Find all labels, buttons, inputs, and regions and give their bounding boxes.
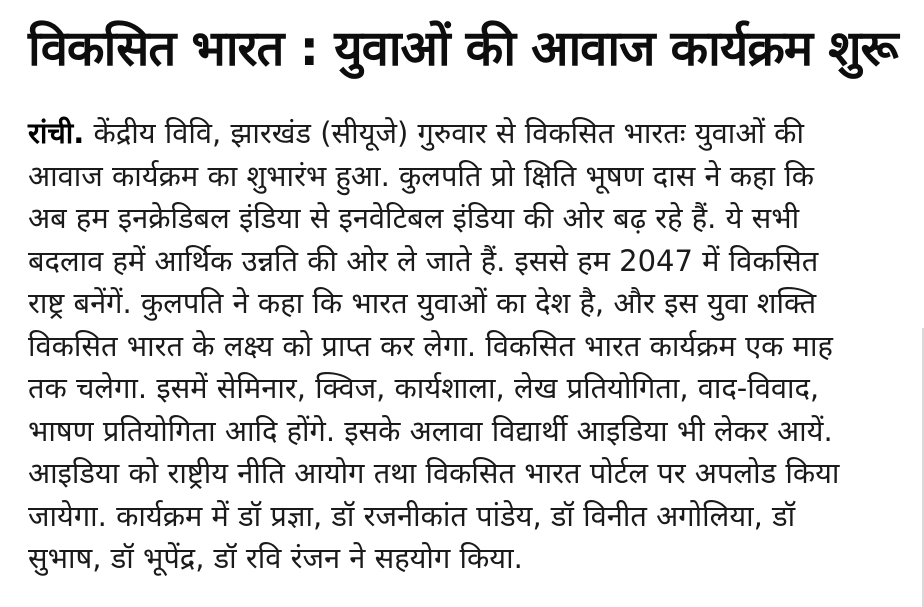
article-body	[28, 112, 898, 580]
article-line-text: केंद्रीय विवि, झारखंड (सीयूजे) गुरुवार से विकसित भारतः युवाओं की	[84, 116, 804, 150]
article-line-11: सुभाष, डॉ भूपेंद्र, डॉ रवि रंजन ने सहयोग किया.	[28, 541, 523, 575]
article-line-4: बदलाव हमें आर्थिक उन्नति की ओर ले जाते हैं. इससे हम 2047 में विकसित	[28, 243, 819, 278]
article-headline: विकसित भारत : युवाओं की आवाज कार्यक्रम शुरू	[28, 20, 898, 77]
article-line-6: विकसित भारत के लक्ष्य को प्राप्त कर लेगा. विकसित भारत कार्यक्रम एक माह	[28, 328, 833, 363]
article-line-3: अब हम इनक्रेडिबल इंडिया से इनवेटिबल इंडिया की ओर बढ़ रहे हैं. ये सभी	[28, 201, 800, 235]
article-dateline: रांची.	[28, 116, 85, 150]
article-line-5: राष्ट्र बनेंगें. कुलपति ने कहा कि भारत युवाओं का देश है, और इस युवा शक्ति	[28, 286, 817, 320]
article-line-7: तक चलेगा. इसमें सेमिनार, क्विज, कार्यशाला, लेख प्रतियोगिता, वाद-विवाद,	[28, 371, 820, 405]
article-line-2: आवाज कार्यक्रम का शुभारंभ हुआ. कुलपति प्रो क्षिति भूषण दास ने कहा कि	[28, 158, 815, 193]
article-line-10: जायेगा. कार्यक्रम में डॉ प्रज्ञा, डॉ रजनीकांत पांडेय, डॉ विनीत अगोलिया, डॉ	[28, 498, 796, 533]
article-line-8: भाषण प्रतियोगिता आदि होंगे. इसके अलावा विद्यार्थी आइडिया भी लेकर आयें.	[28, 413, 833, 448]
article-line-9: आइडिया को राष्ट्रीय नीति आयोग तथा विकसित भारत पोर्टल पर अपलोड किया	[28, 456, 840, 490]
article-line-1	[28, 112, 898, 155]
